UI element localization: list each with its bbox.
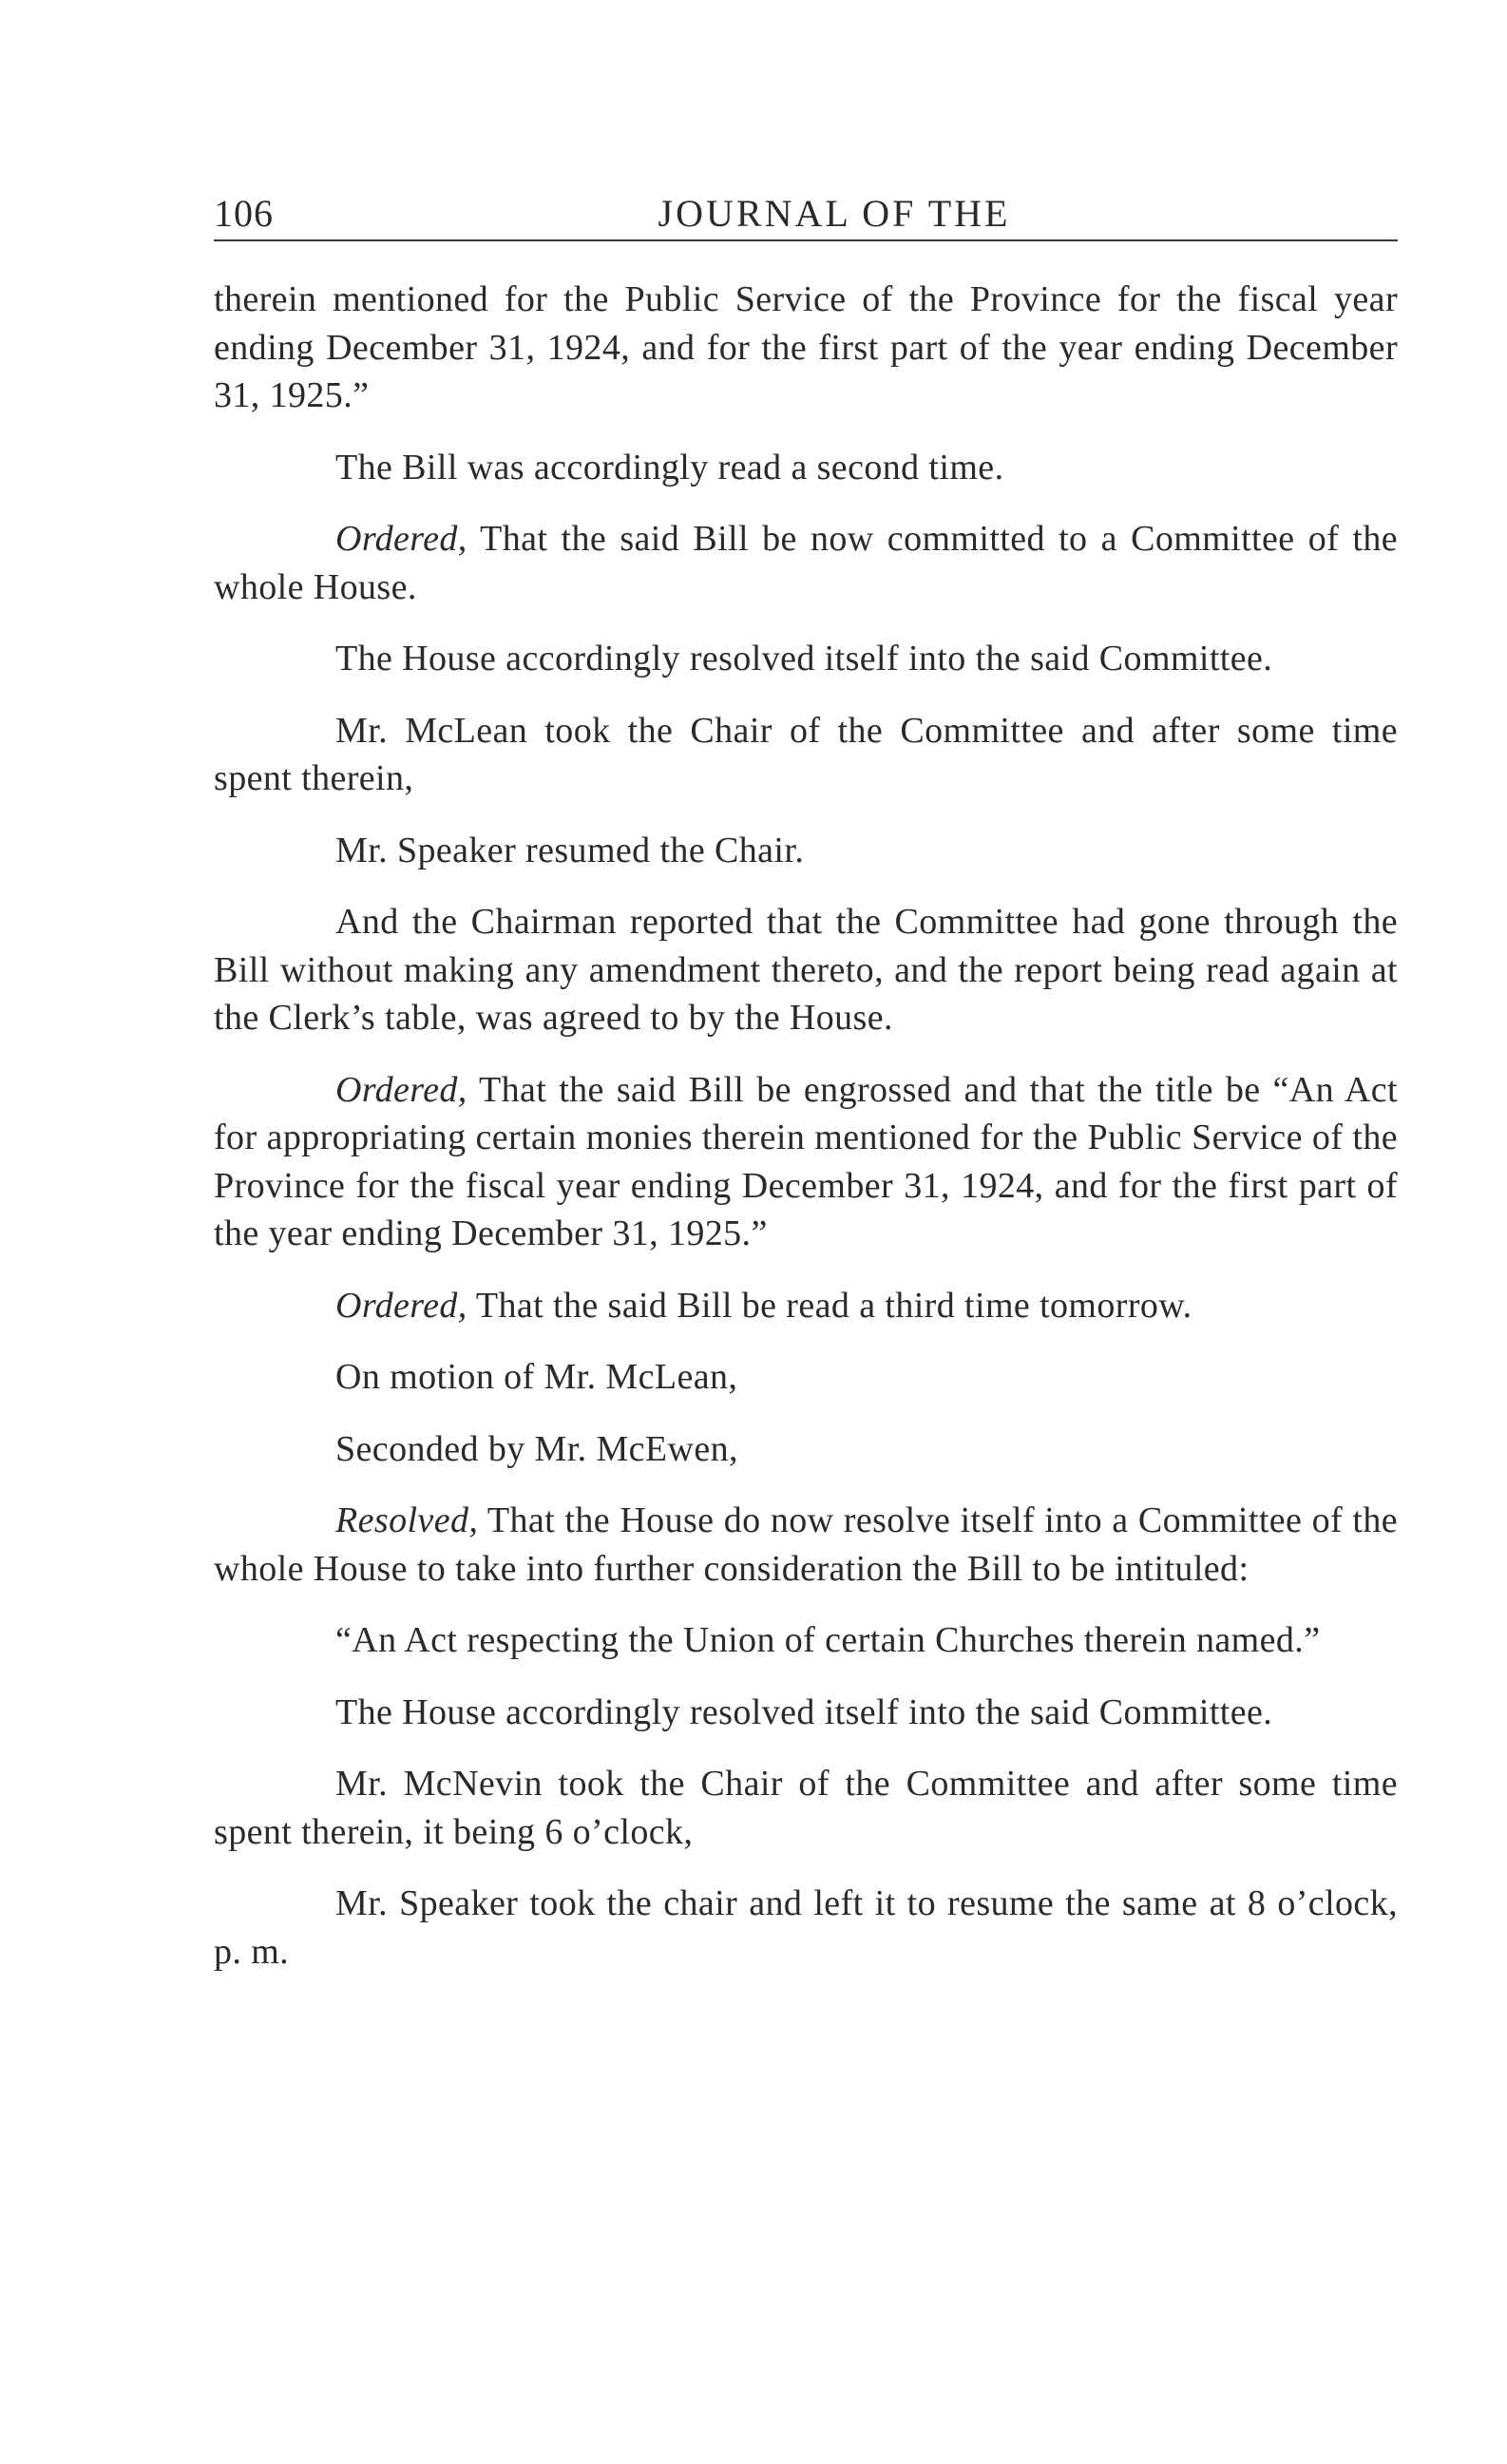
- journal-body: [214, 276, 1398, 1976]
- paragraph-text: That the said Bill be read a third time tomorrow.: [467, 1285, 1192, 1326]
- paragraph-text: Seconded by Mr. McEwen,: [335, 1428, 738, 1469]
- paragraph: [214, 635, 1398, 683]
- paragraph-text: The House accordingly resolved itself into the said Committee.: [335, 639, 1273, 678]
- paragraph: [214, 1353, 1398, 1402]
- paragraph-text: Mr. Speaker took the chair and left it to resume the same at 8 o’clock, p. m.: [214, 1883, 1398, 1972]
- paragraph: [214, 1616, 1398, 1665]
- journal-page: [214, 188, 1398, 1999]
- paragraph-text: That the House do now resolve itself into a Committee of the whole House to take into further consideration the Bill to be intituled:: [214, 1500, 1398, 1589]
- paragraph-text: That the said Bill be now committed to a Committee of the whole House.: [214, 519, 1398, 607]
- paragraph-text: therein mentioned for the Public Service of the Province for the fiscal year ending December 31, 1924, and for the first part of the year ending December 31, 1925.”: [214, 279, 1398, 415]
- paragraph-lead: Ordered,: [335, 1069, 467, 1110]
- paragraph-text: That the said Bill be engrossed and that the title be “An Act for appropriating certain monies therein mentioned for the Public Service of the Province for the fiscal year ending December 31, 1924, and for the first part of the year ending December 31, 1925.”: [214, 1069, 1398, 1253]
- paragraph-lead: Ordered,: [335, 519, 467, 559]
- paragraph: [214, 898, 1398, 1042]
- paragraph: [214, 707, 1398, 803]
- paragraph: [214, 1760, 1398, 1856]
- paragraph-text: The House accordingly resolved itself into the said Committee.: [335, 1691, 1273, 1732]
- paragraph-text: The Bill was accordingly read a second time.: [335, 447, 1004, 487]
- paragraph: [214, 515, 1398, 611]
- paragraph-continuation: [214, 276, 1398, 420]
- paragraph-text: Mr. McLean took the Chair of the Committee and after some time spent therein,: [214, 710, 1398, 798]
- paragraph-text: Mr. Speaker resumed the Chair.: [335, 830, 805, 870]
- paragraph: [214, 1282, 1398, 1330]
- paragraph-lead: Resolved,: [335, 1500, 479, 1540]
- paragraph: [214, 1497, 1398, 1593]
- paragraph: [214, 827, 1398, 875]
- paragraph-text: Mr. McNevin took the Chair of the Committee and after some time spent therein, it being 6 o’clock,: [214, 1764, 1398, 1852]
- paragraph-text: “An Act respecting the Union of certain Churches therein named.”: [335, 1620, 1321, 1660]
- paragraph: [214, 1425, 1398, 1474]
- paragraph: [214, 444, 1398, 492]
- page-number: 106: [214, 192, 274, 235]
- running-head: JOURNAL OF THE: [658, 192, 1011, 235]
- paragraph-text: And the Chairman reported that the Committee had gone through the Bill without making any amendment thereto, and the report being read again at the Clerk’s table, was agreed to by the House.: [214, 902, 1398, 1038]
- paragraph-lead: Ordered,: [335, 1285, 467, 1326]
- paragraph: [214, 1689, 1398, 1737]
- paragraph: [214, 1880, 1398, 1976]
- paragraph-text: On motion of Mr. McLean,: [335, 1357, 738, 1397]
- paragraph: [214, 1066, 1398, 1258]
- page-header: [214, 188, 1398, 241]
